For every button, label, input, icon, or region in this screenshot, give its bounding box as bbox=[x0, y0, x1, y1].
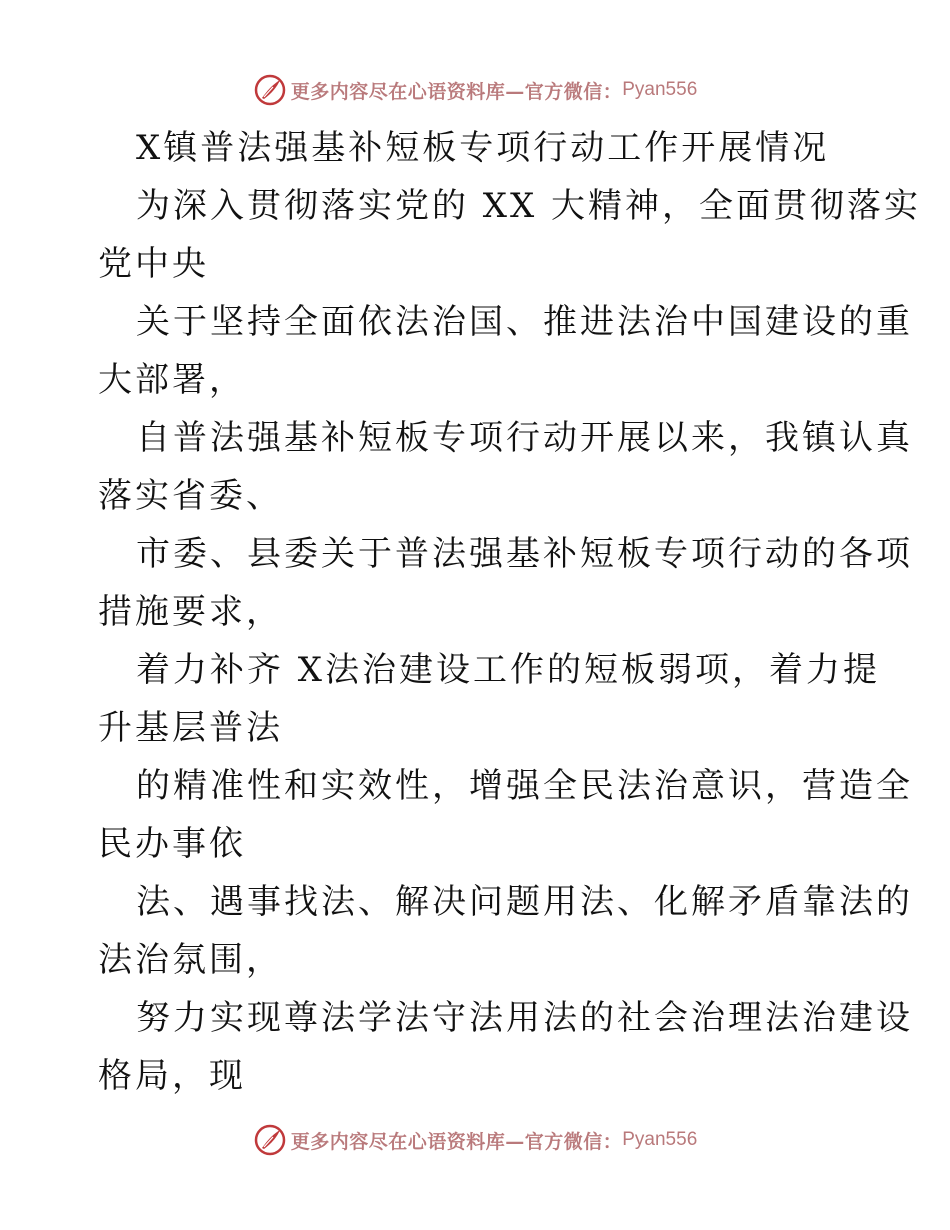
document-title: X镇普法强基补短板专项行动工作开展情况 bbox=[136, 128, 830, 168]
paragraph-line: 法、遇事找法、解决问题用法、化解矛盾靠法的 bbox=[136, 882, 913, 922]
paragraph-line: 的精准性和实效性，增强全民法治意识，营造全 bbox=[136, 766, 913, 806]
paragraph-line: 党中央 bbox=[98, 244, 209, 284]
watermark-banner-top bbox=[0, 68, 950, 112]
paragraph-line: 格局，现 bbox=[98, 1056, 246, 1096]
paragraph-line: 大部署， bbox=[98, 360, 246, 400]
paragraph-line: 升基层普法 bbox=[98, 708, 283, 748]
paragraph-line: 措施要求， bbox=[98, 592, 283, 632]
feather-pen-logo-icon bbox=[253, 73, 287, 107]
paragraph-line: 法治氛围， bbox=[98, 940, 283, 980]
paragraph-line: 自普法强基补短板专项行动开展以来，我镇认真 bbox=[136, 418, 913, 458]
paragraph-line: 着力补齐 X法治建设工作的短板弱项，着力提 bbox=[136, 650, 881, 690]
watermark-id: Pyan556 bbox=[622, 1129, 698, 1150]
watermark-text: 更多内容尽在心语资料库—官方微信： bbox=[290, 1130, 623, 1153]
feather-pen-logo-icon bbox=[253, 1123, 287, 1157]
watermark-id: Pyan556 bbox=[622, 79, 698, 100]
paragraph-line: 市委、县委关于普法强基补短板专项行动的各项 bbox=[136, 534, 913, 574]
watermark-banner-bottom bbox=[0, 1118, 950, 1162]
paragraph-line: 民办事依 bbox=[98, 824, 246, 864]
paragraph-line: 为深入贯彻落实党的 XX 大精神，全面贯彻落实 bbox=[136, 186, 922, 226]
paragraph-line: 努力实现尊法学法守法用法的社会治理法治建设 bbox=[136, 998, 913, 1038]
paragraph-line: 落实省委、 bbox=[98, 476, 283, 516]
watermark-text: 更多内容尽在心语资料库—官方微信： bbox=[290, 80, 623, 103]
paragraph-line: 关于坚持全面依法治国、推进法治中国建设的重 bbox=[136, 302, 913, 342]
